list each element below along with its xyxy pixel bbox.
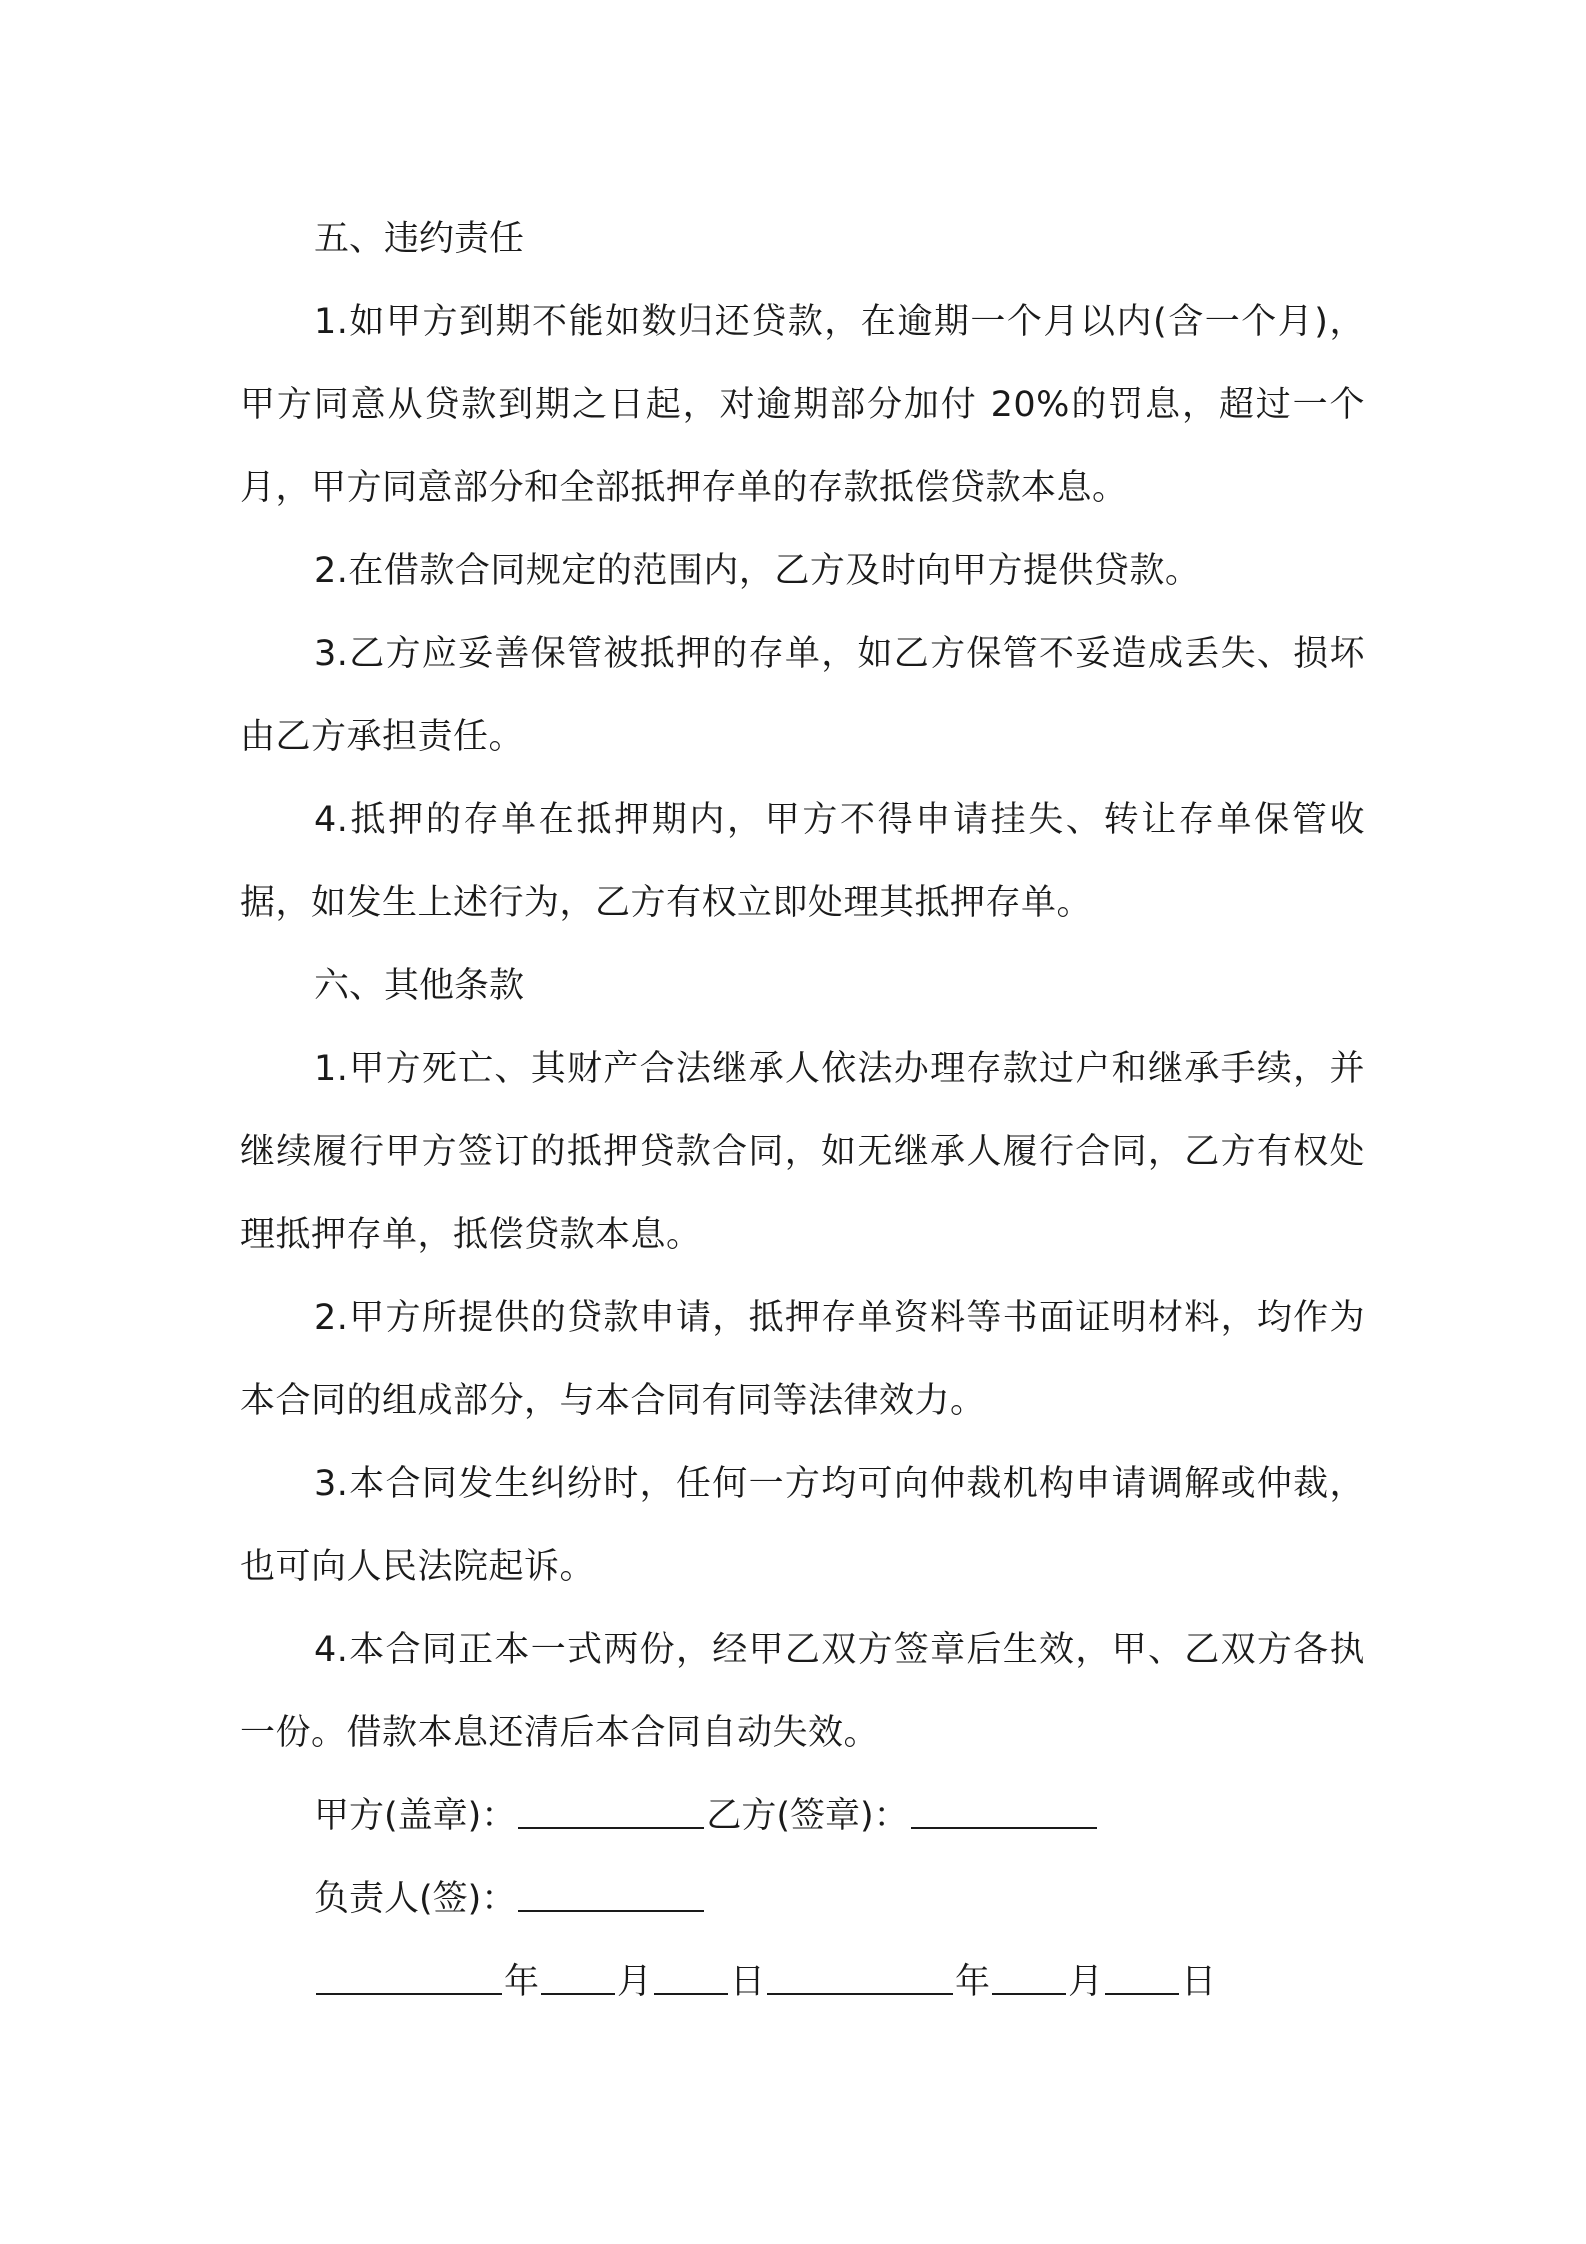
section-6-item-3: 3.本合同发生纠纷时，任何一方均可向仲裁机构申请调解或仲裁，也可向人民法院起诉。 — [240, 1464, 1365, 1587]
party-a-month-label: 月 — [617, 1962, 653, 2002]
party-b-day-label: 日 — [1181, 1962, 1217, 2002]
responsible-label: 负责人(签)： — [314, 1879, 517, 1919]
party-a-year-blank[interactable] — [316, 1963, 502, 1995]
section-6-item-2: 2.甲方所提供的贷款申请，抵押存单资料等书面证明材料，均作为本合同的组成部分，与本合同有同等法律效力。 — [240, 1298, 1365, 1421]
party-a-day-blank[interactable] — [654, 1963, 728, 1995]
date-line — [240, 1941, 1365, 2024]
party-b-year-blank[interactable] — [767, 1963, 953, 1995]
party-b-month-blank[interactable] — [992, 1963, 1066, 1995]
party-a-blank[interactable] — [518, 1797, 704, 1829]
party-b-blank[interactable] — [911, 1797, 1097, 1829]
section-5-item-4: 4.抵押的存单在抵押期内，甲方不得申请挂失、转让存单保管收据，如发生上述行为，乙方有权立即处理其抵押存单。 — [240, 800, 1365, 923]
section-5-item-1: 1.如甲方到期不能如数归还贷款，在逾期一个月以内(含一个月)，甲方同意从贷款到期之日起，对逾期部分加付 20%的罚息，超过一个月，甲方同意部分和全部抵押存单的存款抵偿贷款本息。 — [240, 302, 1365, 508]
section-6-item-1: 1.甲方死亡、其财产合法继承人依法办理存款过户和继承手续，并继续履行甲方签订的抵押贷款合同，如无继承人履行合同，乙方有权处理抵押存单，抵偿贷款本息。 — [240, 1049, 1365, 1255]
party-a-month-blank[interactable] — [541, 1963, 615, 1995]
party-b-day-blank[interactable] — [1105, 1963, 1179, 1995]
section-5-item-2: 2.在借款合同规定的范围内，乙方及时向甲方提供贷款。 — [314, 551, 1201, 591]
section-5-item-3: 3.乙方应妥善保管被抵押的存单，如乙方保管不妥造成丢失、损坏由乙方承担责任。 — [240, 634, 1365, 757]
section-6-heading: 六、其他条款 — [314, 966, 525, 1006]
party-b-label: 乙方(签章)： — [706, 1796, 909, 1836]
section-6-item-4: 4.本合同正本一式两份，经甲乙双方签章后生效，甲、乙双方各执一份。借款本息还清后本合同自动失效。 — [240, 1630, 1365, 1753]
party-b-year-label: 年 — [955, 1962, 991, 2002]
party-a-label: 甲方(盖章)： — [314, 1796, 517, 1836]
contract-body — [240, 198, 1365, 2024]
section-5-heading: 五、违约责任 — [314, 219, 525, 259]
party-b-month-label: 月 — [1068, 1962, 1104, 2002]
party-a-day-label: 日 — [730, 1962, 766, 2002]
party-a-year-label: 年 — [504, 1962, 540, 2002]
signature-line-parties — [240, 1775, 1365, 1858]
responsible-blank[interactable] — [518, 1880, 704, 1912]
signature-line-responsible — [240, 1858, 1365, 1941]
